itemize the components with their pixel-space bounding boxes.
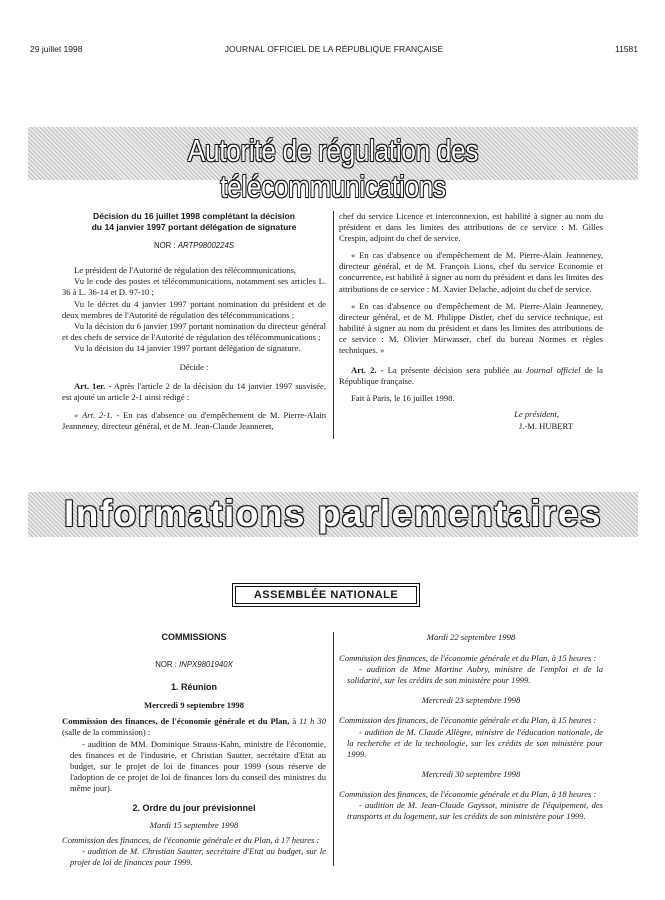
commission-location: (salle de la commission) : [62,727,151,738]
date-heading: Mercredi 23 septembre 1998 [421,695,521,706]
section-banner-parlementaires [28,492,638,537]
article-1-label: Art. 1er. - [74,381,112,392]
agenda-item: - audition de M. Claude Allègre, ministre de l'éducation nationale, de la recherche et de la technologie, sur les crédits de son ministère pour 1999. [347,726,603,759]
decision-column-right [339,211,603,432]
article-2-1 [62,410,326,432]
commission-line: Commission des finances, de l'économie générale et du Plan, à 15 heures : [339,653,597,664]
paragraph: Vu le code des postes et télécommunications, notamment ses articles L. 36 à L. 36-14 et D. 97-10 ; [62,276,326,298]
header-date: 29 juillet 1998 [30,44,83,54]
decision-title-line1: Décision du 16 juillet 1998 complétant la décision [92,211,296,221]
date-heading: Mardi 22 septembre 1998 [426,632,516,642]
header-page-number: 11581 [614,44,638,54]
nor-label: NOR : [155,660,177,670]
heading-reunion: 1. Réunion [170,682,217,693]
commissions-column-left [62,632,326,869]
running-header [30,44,638,58]
assemblee-nationale-box: ASSEMBLÉE NATIONALE [232,583,420,607]
date-heading: Mercredi 30 septembre 1998 [421,768,521,779]
header-journal-title: JOURNAL OFFICIEL DE LA RÉPUBLIQUE FRANÇAISE [224,44,444,54]
commission-line: Commission des finances, de l'économie générale et du Plan, à 17 heures : [62,835,320,846]
signature-name: J.-M. HUBERT [518,420,573,431]
paragraph: chef du service Licence et interconnexion, est habilité à signer au nom du président et dans les limites des attributions de ce service : M. Gilles Crespin, adjoint du chef de service. [339,211,603,244]
heading-ordre-du-jour: 2. Ordre du jour prévisionnel [132,803,256,814]
agenda-item: - audition de Mme Martine Aubry, ministre de l'emploi et de la solidarité, sur les crédits de son ministère pour 1999. [347,664,603,686]
commission-line: Commission des finances, de l'économie générale et du Plan, à 18 heures : [339,788,597,799]
journal-officiel-ref: Journal officiel [525,365,581,376]
agenda-item: - audition de M. Christian Sautter, secrétaire d'Etat au budget, sur le projet de loi de finances pour 1999. [70,846,326,868]
article-2-label: Art. 2. - [351,365,384,376]
signature-role: Le président, [514,409,559,420]
agenda-item: - audition de M. Jean-Claude Gayssot, ministre de l'équipement, des transports et du logement, sur les crédits de son ministère pour 1999. [347,800,603,822]
commission-line [62,716,326,738]
paragraph: Vu la décision du 14 janvier 1997 portant délégation de signature. [74,342,301,353]
nor-label: NOR : [153,241,176,251]
article-2-text-end: de la République française. [339,365,603,387]
paragraph: Le président de l'Autorité de régulation des télécommunications, [74,265,297,276]
article-2-text: La présente décision sera publiée au [383,365,526,376]
commissions-heading: COMMISSIONS [161,632,227,642]
paragraph: « En cas d'absence ou d'empêchement de M. Pierre-Alain Jeanneney, directeur général, et de M. François Lions, chef du service Economie et concurrence, est habilité à signer au nom du président et dans les limites des attributions de ce service : M. Xavier Delache, adjoint du chef de service. [339,250,603,294]
paragraph: Vu le décret du 4 janvier 1997 portant nomination du président et de deux membres de l'Autorité de régulation des télécommunications ; [62,298,326,320]
agenda-item: - audition de MM. Dominique Strauss-Kahn, ministre de l'économie, des finances et de l'industrie, et Christian Sautter, secrétaire d'Etat au budget, sur le projet de loi de finances pour 1999 (sous réserve de l'adoption de ce projet de loi de finances lors du conseil des ministres du même jour). [70,738,326,793]
commissions-column-right [339,632,603,822]
nor-code: ARTP9800224S [177,241,235,251]
section-banner-arcep [28,127,638,204]
date-heading: Mardi 15 septembre 1998 [149,820,239,831]
article-2-1-label: « Art. 2-1. - [74,410,120,421]
commission-time: 11 h 30 [299,716,326,727]
decision-column-left [62,211,326,433]
article-1-text: Après l'article 2 de la décision du 14 janvier 1997 susvisée, est ajouté un article 2-1 ainsi rédigé : [62,381,326,403]
commissions-nor [62,659,326,670]
article-1 [62,381,326,403]
column-divider [333,632,334,866]
paragraph: « En cas d'absence ou d'empêchement de M. Pierre-Alain Jeanneney, directeur général, et de M. Philippe Distler, chef du service technique, est habilité à signer au nom du président et dans les limites des attributions de ce service : M. Olivier Mirwasser, chef du bureau Normes et règles techniques. » [339,300,603,356]
article-2-1-text: En cas d'absence ou d'empêchement de M. Pierre-Alain Jeanneney, directeur général, et de M. Jean-Claude Jeanneret, [62,410,327,432]
section-title-arcep: Autorité de régulation des télécommunications [187,133,479,204]
section-title-parlementaires: Informations parlementaires [63,493,603,534]
decision-title [62,211,326,232]
column-divider [333,211,334,439]
commission-line: Commission des finances, de l'économie générale et du Plan, à 15 heures : [339,715,597,726]
commission-text: à [289,716,300,727]
decision-title-line2: du 14 janvier 1997 portant délégation de signature [91,221,297,232]
fait-a-paris: Fait à Paris, le 16 juillet 1998. [351,393,455,404]
decide-heading: Décide : [179,362,209,373]
commission-name: Commission des finances, de l'économie générale et du Plan, [62,716,290,727]
nor-code: INPX9801940X [179,660,233,670]
article-2 [339,365,603,387]
decision-nor [62,240,326,251]
paragraph: Vu la décision du 6 janvier 1997 portant nomination du directeur général et des chefs de service de l'Autorité de régulation des télécommunications ; [62,320,326,342]
date-heading: Mercredi 9 septembre 1998 [144,700,244,711]
